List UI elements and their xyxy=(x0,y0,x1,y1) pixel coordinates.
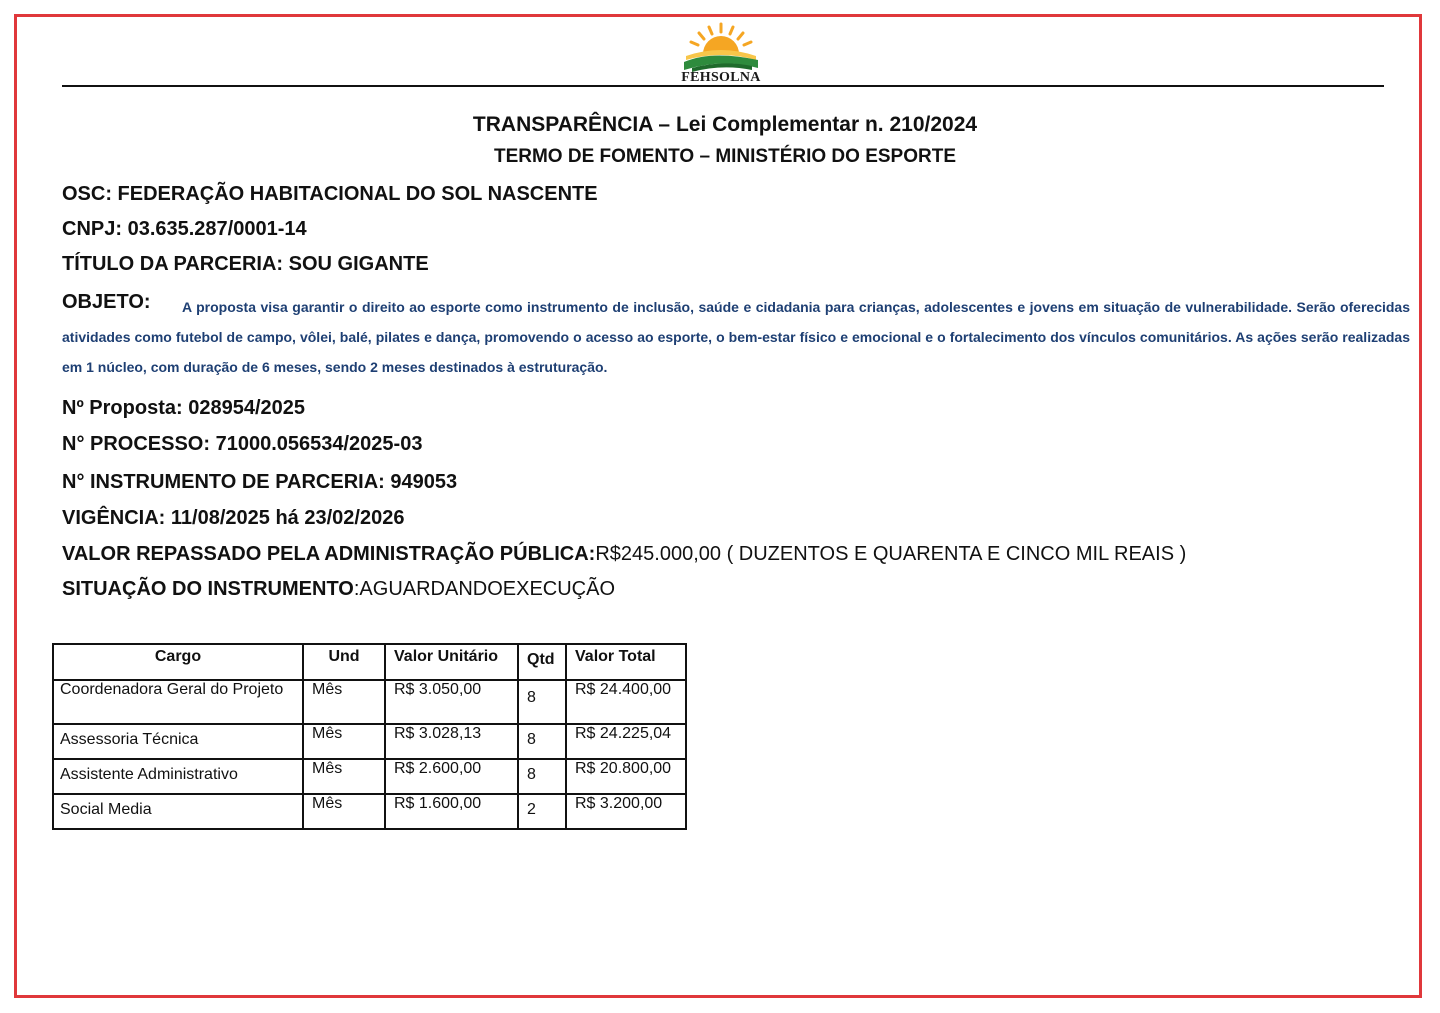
situacao-value: :AGUARDANDOEXECUÇÃO xyxy=(353,578,616,600)
processo-field: N° PROCESSO: 71000.056534/2025-03 xyxy=(62,433,423,455)
cell-und: Mês xyxy=(303,759,385,794)
logo xyxy=(676,22,766,86)
proposta-field: Nº Proposta: 028954/2025 xyxy=(62,397,305,419)
cell-und: Mês xyxy=(303,680,385,724)
logo-text: FEHSOLNA xyxy=(681,70,761,85)
valor-field xyxy=(62,543,1186,566)
cell-valor-total: R$ 24.225,04 xyxy=(566,724,686,759)
table-row xyxy=(53,680,686,724)
cell-valor-total: R$ 20.800,00 xyxy=(566,759,686,794)
cell-valor-unitario: R$ 3.050,00 xyxy=(385,680,518,724)
cell-cargo: Assistente Administrativo xyxy=(53,759,303,794)
cell-valor-unitario: R$ 3.028,13 xyxy=(385,724,518,759)
instrumento-field: N° INSTRUMENTO DE PARCERIA: 949053 xyxy=(62,471,458,493)
situacao-label: SITUAÇÃO DO INSTRUMENTO xyxy=(62,578,354,600)
cell-qtd: 8 xyxy=(518,759,566,794)
vigencia-field: VIGÊNCIA: 11/08/2025 há 23/02/2026 xyxy=(62,507,405,529)
valor-label: VALOR REPASSADO PELA ADMINISTRAÇÃO PÚBLICA: xyxy=(62,543,596,565)
situacao-field xyxy=(62,578,615,601)
cell-valor-total: R$ 24.400,00 xyxy=(566,680,686,724)
sun-hill-icon xyxy=(682,22,760,72)
budget-table xyxy=(52,643,687,830)
header-valor-unitario: Valor Unitário xyxy=(385,644,518,680)
cell-valor-total: R$ 3.200,00 xyxy=(566,794,686,829)
cell-cargo: Social Media xyxy=(53,794,303,829)
page-subtitle: TERMO DE FOMENTO – MINISTÉRIO DO ESPORTE xyxy=(493,146,957,167)
titulo-field: TÍTULO DA PARCERIA: SOU GIGANTE xyxy=(62,253,429,275)
header-cargo: Cargo xyxy=(53,644,303,680)
objeto-text: A proposta visa garantir o direito ao esporte como instrumento de inclusão, saúde e cidadania para crianças, adolescentes e jovens em situação de vulnerabilidade. Serão oferecidas atividades como futebol de campo, vôlei, balé, pilates e dança, promovendo o acesso ao esporte, o bem-estar físico e emocional e o fortalecimento dos vínculos comunitários. As ações serão realizadas em 1 núcleo, com duração de 6 meses, sendo 2 meses destinados à estruturação. xyxy=(62,299,1410,375)
cell-valor-unitario: R$ 1.600,00 xyxy=(385,794,518,829)
valor-value: R$245.000,00 ( DUZENTOS E QUARENTA E CINCO MIL REAIS ) xyxy=(595,543,1187,565)
cell-qtd: 8 xyxy=(518,680,566,724)
cnpj-field: CNPJ: 03.635.287/0001-14 xyxy=(62,218,307,240)
objeto-label: OBJETO: xyxy=(62,291,151,313)
header-und: Und xyxy=(303,644,385,680)
cell-und: Mês xyxy=(303,794,385,829)
table-row xyxy=(53,759,686,794)
table-row xyxy=(53,724,686,759)
header-valor-total: Valor Total xyxy=(566,644,686,680)
table-row xyxy=(53,794,686,829)
table-header-row xyxy=(53,644,686,680)
header-qtd: Qtd xyxy=(518,644,566,680)
page-title: TRANSPARÊNCIA – Lei Complementar n. 210/2024 xyxy=(472,113,978,136)
header-divider xyxy=(62,85,1384,87)
cell-qtd: 8 xyxy=(518,724,566,759)
cell-und: Mês xyxy=(303,724,385,759)
osc-field: OSC: FEDERAÇÃO HABITACIONAL DO SOL NASCENTE xyxy=(62,183,598,205)
cell-valor-unitario: R$ 2.600,00 xyxy=(385,759,518,794)
cell-qtd: 2 xyxy=(518,794,566,829)
cell-cargo: Coordenadora Geral do Projeto xyxy=(53,680,303,724)
cell-cargo: Assessoria Técnica xyxy=(53,724,303,759)
